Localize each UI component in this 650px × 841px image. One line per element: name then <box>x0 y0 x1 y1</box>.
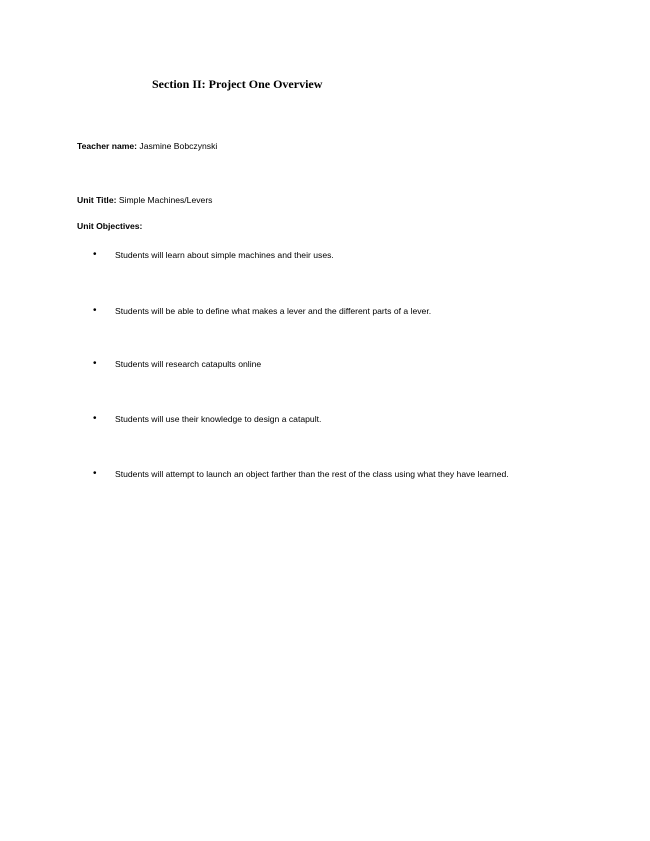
bullet-icon: • <box>93 358 97 369</box>
objective-item <box>93 413 583 425</box>
unit-title-line <box>77 195 212 206</box>
bullet-icon: • <box>93 249 97 260</box>
unit-objectives-label: Unit Objectives: <box>77 221 143 231</box>
bullet-icon: • <box>93 413 97 424</box>
objective-item <box>93 358 583 370</box>
objective-item <box>93 249 583 261</box>
objective-text: Students will use their knowledge to design a catapult. <box>115 414 322 424</box>
teacher-name-value: Jasmine Bobczynski <box>139 141 218 151</box>
section-heading: Section II: Project One Overview <box>152 77 323 91</box>
objective-text: Students will learn about simple machines and their uses. <box>115 250 334 260</box>
objective-item <box>93 468 583 480</box>
objective-text: Students will be able to define what makes a lever and the different parts of a lever. <box>115 306 432 316</box>
objective-item <box>93 305 583 317</box>
objective-text: Students will attempt to launch an object farther than the rest of the class using what they have learned. <box>115 469 509 479</box>
teacher-name-line <box>77 141 217 152</box>
bullet-icon: • <box>93 468 97 479</box>
bullet-icon: • <box>93 305 97 316</box>
objective-text: Students will research catapults online <box>115 359 262 369</box>
unit-title-value: Simple Machines/Levers <box>118 195 213 205</box>
teacher-name-label: Teacher name: <box>77 141 138 151</box>
unit-title-label: Unit Title: <box>77 195 117 205</box>
